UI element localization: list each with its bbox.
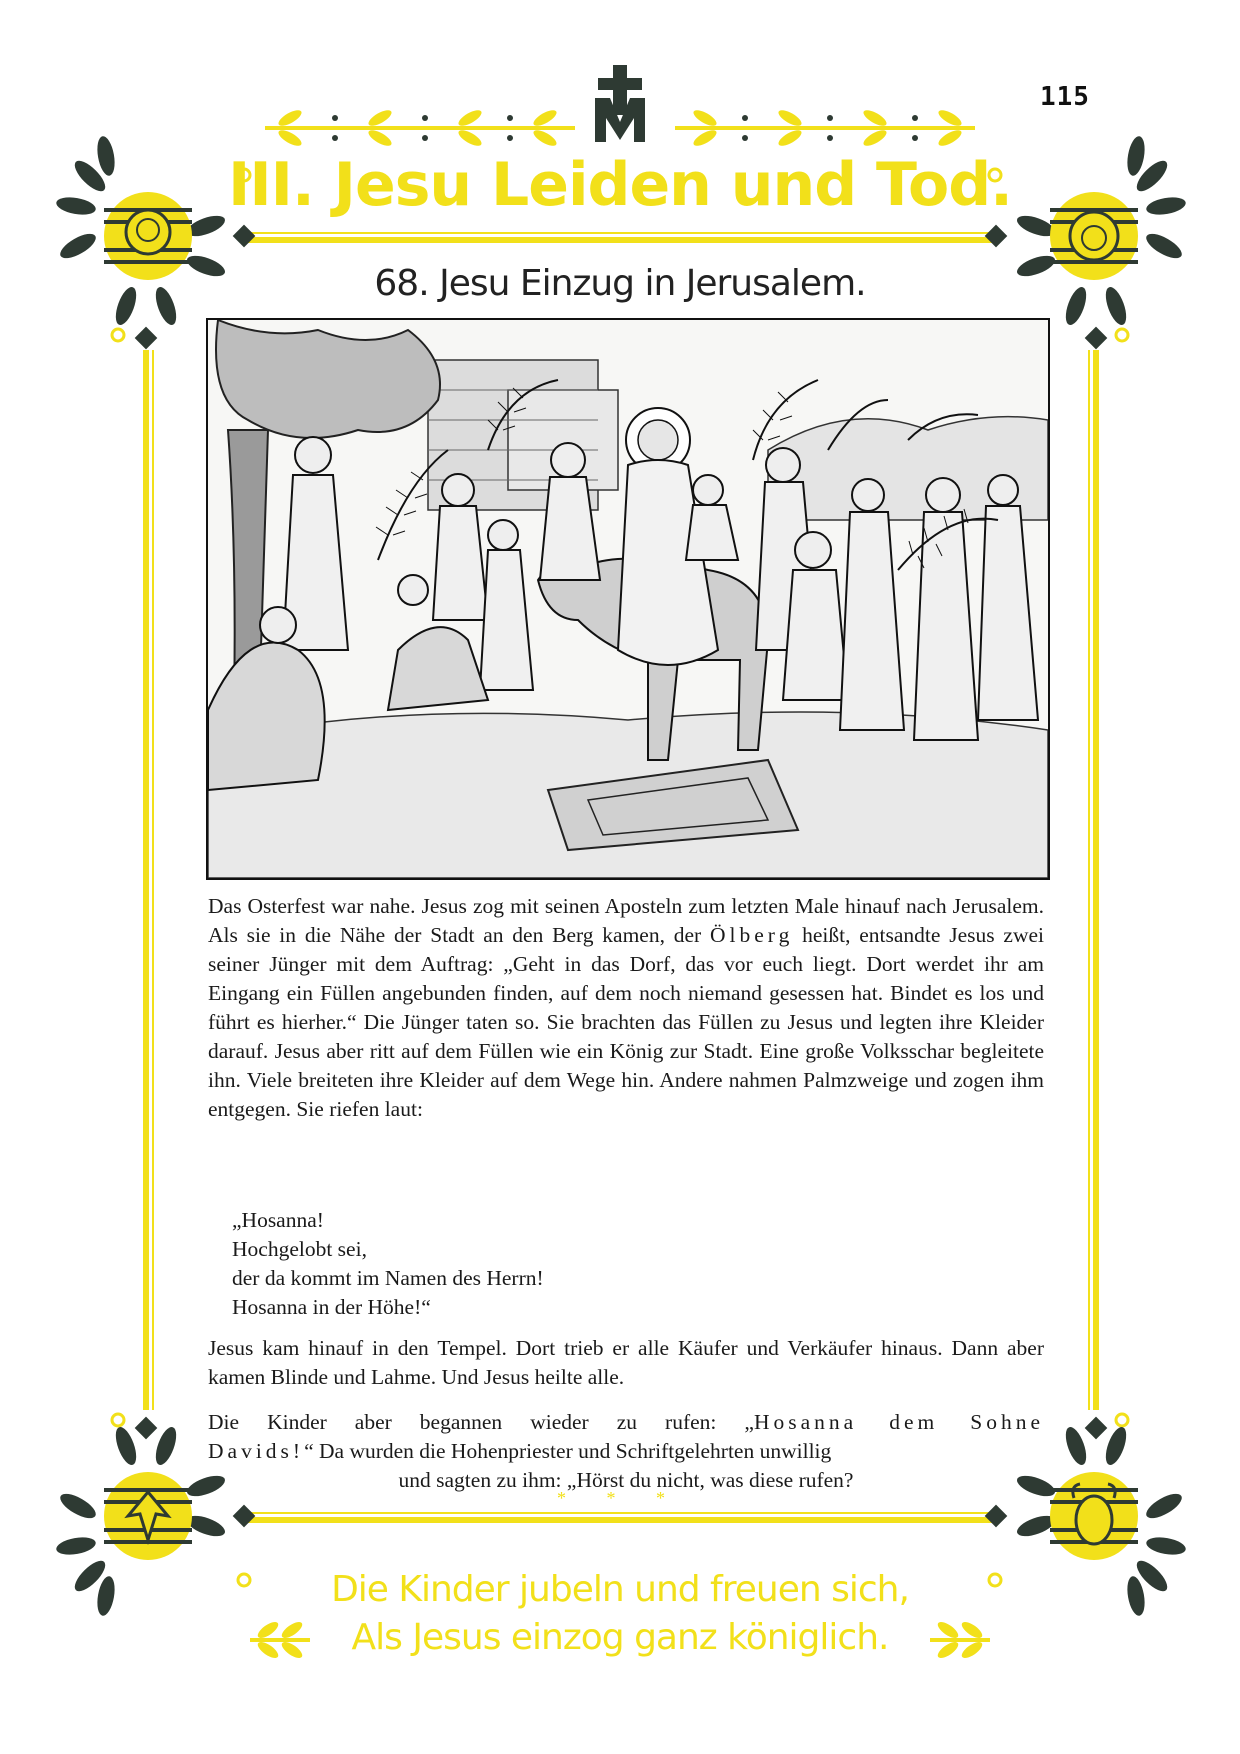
story-paragraph-1 (208, 892, 1044, 1124)
lesson-title: 68. Jesu Einzug in Jerusalem. (374, 263, 866, 304)
verse-line: der da kommt im Namen des Herrn! (232, 1266, 544, 1290)
closing-rhyme (200, 1566, 1040, 1662)
verse-line: Hosanna in der Höhe!“ (232, 1295, 431, 1319)
story-text: Die Kinder aber begannen wieder zu rufen: „ (208, 1410, 754, 1434)
verse-line: Hochgelobt sei, (232, 1237, 367, 1261)
page-number: 115 (1040, 82, 1090, 112)
emphasized-place-name: Ölberg (710, 923, 794, 947)
rhyme-line-1: Die Kinder jubeln und freuen sich, (331, 1569, 909, 1610)
story-paragraph-2: Jesus kam hinauf in den Tempel. Dort trieb er alle Käufer und Verkäufer hinaus. Dann aber kamen Blinde und Lahme. Und Jesus heilte alle. (208, 1336, 1044, 1389)
story-text: heißt, entsandte Jesus zwei seiner Jünger mit dem Auftrag: „Geht in das Dorf, das vor euch liegt. Dort werdet ihr am Eingang ein Füllen angebunden finden, auf dem noch niemand gesessen hat. Bindet es los und führt es hierher.“ Die Jünger taten so. Sie brachten das Füllen zu Jesus und legten ihre Kleider darauf. Jesus aber ritt auf dem Füllen wie ein König zur Stadt. Eine große Volksschar begleitete ihn. Viele breiteten ihre Kleider auf dem Wege hin. Andere nahmen Palmzweige und zogen ihm entgegen. Sie riefen laut: (208, 923, 1044, 1121)
rhyme-line-2: Als Jesus einzog ganz königlich. (351, 1617, 889, 1658)
cross-and-m-monogram-icon (595, 65, 645, 142)
emphasized-shout: Davids! (208, 1439, 305, 1463)
story-text: Das Osterfest war nahe. Jesus zog mit seinen Aposteln zum letzten Male hinauf nach Jerusalem. Als sie in die Nähe der Stadt an den Berg kamen, der (208, 894, 1044, 947)
hosanna-verse (232, 1206, 832, 1322)
ox-evangelist-medallion-icon (1050, 1472, 1138, 1560)
story-paragraph-3 (208, 1408, 1044, 1495)
verse-line: „Hosanna! (232, 1208, 324, 1232)
eagle-evangelist-medallion-icon (104, 1472, 192, 1560)
story-text: “ Da wurden die Hohenpriester und Schriftgelehrten unwillig (304, 1439, 832, 1463)
section-divider-stars: * * * (557, 1488, 683, 1508)
story-text: und sagten zu ihm: „Hörst du nicht, was diese rufen? (398, 1468, 854, 1492)
palm-sunday-entry-illustration (206, 318, 1050, 880)
emphasized-shout: Hosanna dem Sohne (753, 1410, 1044, 1434)
section-title: III. Jesu Leiden und Tod. (228, 150, 1012, 220)
